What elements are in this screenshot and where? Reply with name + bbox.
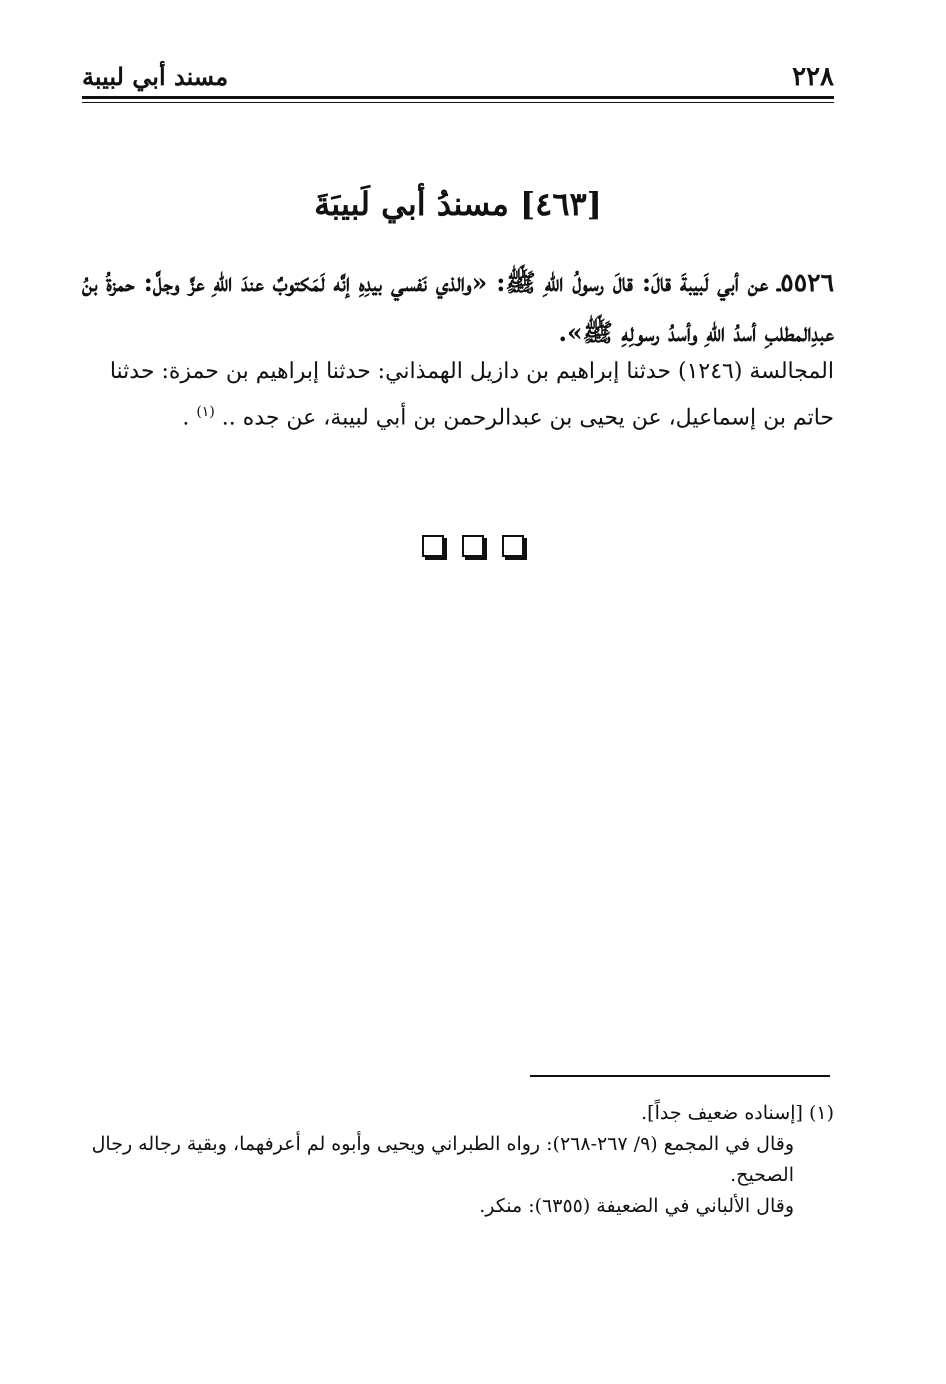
square-ornament-icon xyxy=(422,535,444,557)
section-separator xyxy=(0,535,946,557)
footnote-rule xyxy=(530,1075,830,1077)
page-header xyxy=(82,58,834,98)
page-number: ٢٢٨ xyxy=(792,62,834,92)
running-title: مسند أبي لبيبة xyxy=(82,62,229,91)
square-ornament-icon xyxy=(462,535,484,557)
footnotes xyxy=(82,1098,834,1222)
isnad-paragraph xyxy=(82,352,834,438)
header-rule-thin xyxy=(82,102,834,103)
footnote-line: وقال الألباني في الضعيفة (٦٣٥٥): منكر. xyxy=(479,1195,794,1217)
footnote-line: (١) [إسناده ضعيف جداً]. xyxy=(641,1102,834,1124)
square-ornament-icon xyxy=(502,535,524,557)
hadith-text: ٥٥٢٦ـ عن أبي لَبيبةَ قالَ: قالَ رسولُ اللهِ ﷺ: «والذي نَفسي بيدِهِ إنَّه لَمَكتوبٌ عندَ اللهِ عزَّ وجلَّ: حمزةُ بنُ عبدِالمطلبِ أسدُ اللهِ وأسدُ رسولِهِ ﷺ». xyxy=(82,268,835,347)
footnote-marker: (١) xyxy=(196,404,215,420)
footnote-line: وقال في المجمع (٩/ ٢٦٧-٢٦٨): رواه الطبراني ويحيى وأبوه لم أعرفهما، وبقية رجاله رجال الصحيح. xyxy=(91,1133,794,1186)
isnad-end: . xyxy=(182,405,190,431)
isnad-text: المجالسة (١٢٤٦) حدثنا إبراهيم بن دازيل الهمذاني: حدثنا إبراهيم بن حمزة: حدثنا حاتم بن إسماعيل، عن يحيى بن عبدالرحمن بن أبي لبيبة، عن جده .. xyxy=(109,359,834,431)
header-rule-thick xyxy=(82,96,834,99)
section-title: [٤٦٣] مسندُ أبي لَبيبَةَ xyxy=(314,185,602,223)
